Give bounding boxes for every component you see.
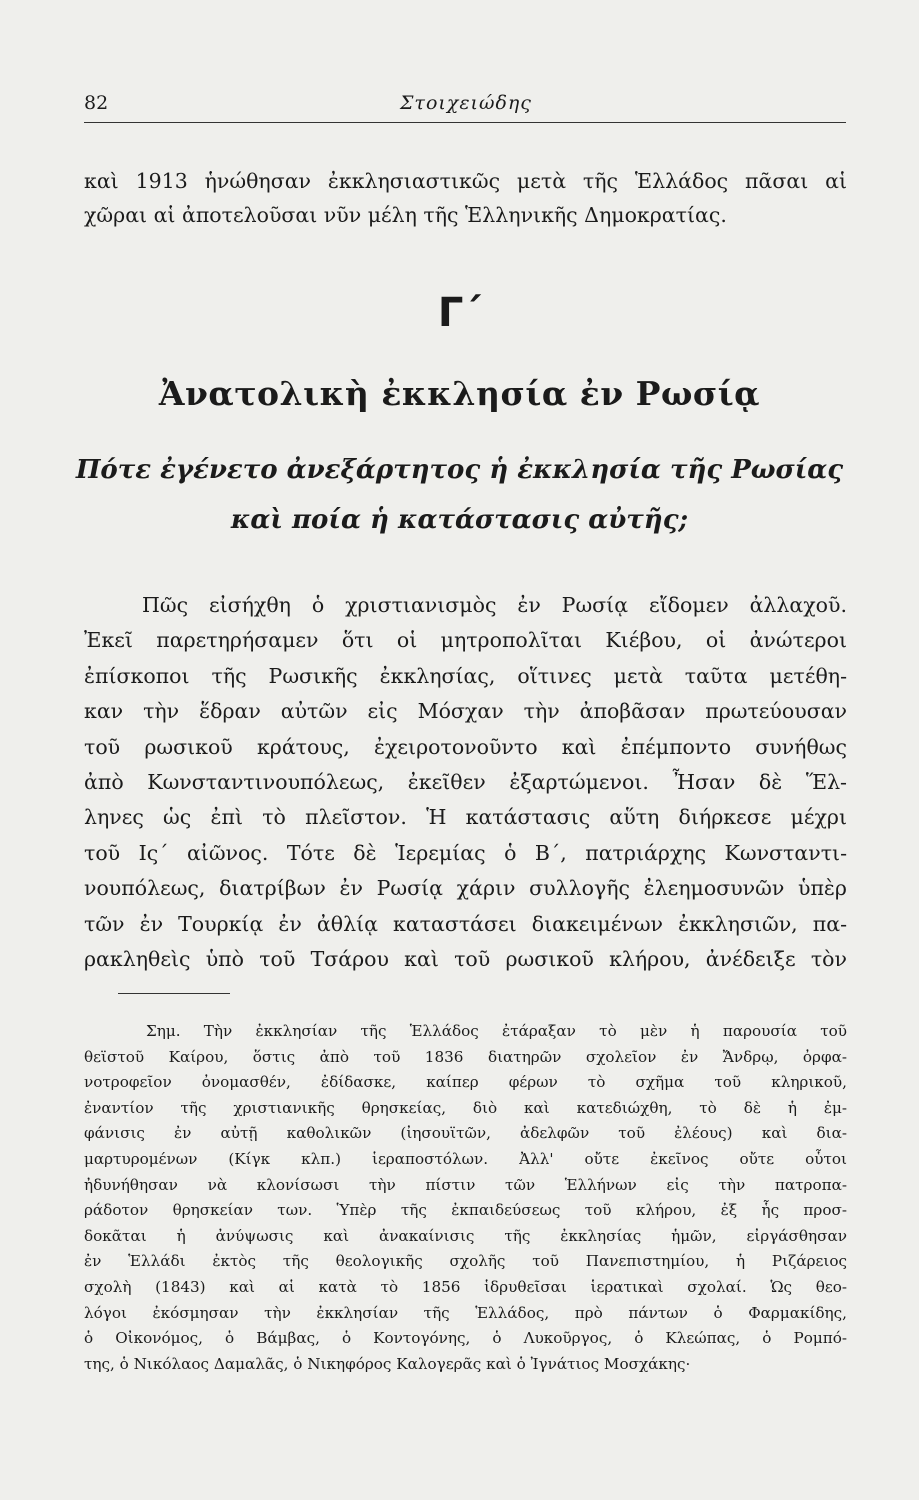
footnote-divider: [118, 993, 230, 994]
running-title: Στοιχειώδης: [400, 92, 532, 114]
footnote-line: ἐν Ἑλλάδι ἐκτὸς τῆς θεολογικῆς σχολῆς τοῦ Πανεπιστημίου, ἡ Ριζάρειος: [84, 1252, 847, 1271]
footnote-line: θεϊστοῦ Καίρου, ὅστις ἀπὸ τοῦ 1836 διατηρῶν σχολεῖον ἐν Ἄνδρῳ, ὀρφα-: [84, 1047, 847, 1066]
main-paragraph: [84, 588, 847, 977]
text-line: νουπόλεως, διατρίβων ἐν Ρωσίᾳ χάριν συλλογῆς ἐλεημοσυνῶν ὑπὲρ: [84, 876, 847, 901]
footnote: [84, 1019, 847, 1377]
text-line: καν τὴν ἕδραν αὐτῶν εἰς Μόσχαν τὴν ἀποβᾶσαν πρωτεύουσαν: [84, 699, 847, 724]
footnote-line: νοτροφεῖον ὀνομασθέν, ἐδίδασκε, καίπερ φέρων τὸ σχῆμα τοῦ κληρικοῦ,: [84, 1073, 847, 1092]
text-line: τοῦ Ις΄ αἰῶνος. Τότε δὲ Ἱερεμίας ὁ Β΄, πατριάρχης Κωνσταντι-: [84, 840, 847, 865]
footnote-line: μαρτυρομένων (Κίγκ κλπ.) ἱεραποστόλων. Ἀλλ' οὔτε ἐκεῖνος οὔτε οὗτοι: [84, 1149, 847, 1168]
text-line: καὶ 1913 ἡνώθησαν ἐκκλησιαστικῶς μετὰ τῆς Ἑλλάδος πᾶσαι αἱ: [84, 169, 847, 193]
section-title: Ἀνατολικὴ ἐκκλησία ἐν Ρωσίᾳ: [158, 374, 761, 413]
text-line: τῶν ἐν Τουρκίᾳ ἐν ἀθλίᾳ καταστάσει διακειμένων ἐκκλησιῶν, πα-: [84, 911, 847, 936]
footnote-line: σχολὴ (1843) καὶ αἱ κατὰ τὸ 1856 ἱδρυθεῖσαι ἱερατικαὶ σχολαί. Ὡς θεο-: [84, 1277, 847, 1296]
text-line: χῶραι αἱ ἀποτελοῦσαι νῦν μέλη τῆς Ἑλληνικῆς Δημοκρατίας.: [84, 203, 727, 227]
footnote-line: λόγοι ἐκόσμησαν τὴν ἐκκλησίαν τῆς Ἑλλάδος, πρὸ πάντων ὁ Φαρμακίδης,: [84, 1303, 847, 1322]
footnote-line: δοκᾶται ἡ ἀνύψωσις καὶ ἀνακαίνισις τῆς ἐκκλησίας ἡμῶν, εἰργάσθησαν: [84, 1226, 847, 1245]
footnote-line: της, ὁ Νικόλαος Δαμαλᾶς, ὁ Νικηφόρος Καλογερᾶς καὶ ὁ Ἰγνάτιος Μοσχάκης·: [84, 1354, 691, 1373]
text-line: ληνες ὡς ἐπὶ τὸ πλεῖστον. Ἡ κατάστασις αὕτη διήρκεσε μέχρι: [84, 805, 847, 830]
footnote-line: Σημ. Τὴν ἐκκλησίαν τῆς Ἑλλάδος ἐτάραξαν τὸ μὲν ἡ παρουσία τοῦ: [146, 1022, 847, 1040]
footnote-line: ἠδυνήθησαν νὰ κλονίσωσι τὴν πίστιν τῶν Ἑλλήνων εἰς τὴν πατροπα-: [84, 1175, 847, 1194]
page-header: [84, 92, 846, 123]
text-line: ρακληθεὶς ὑπὸ τοῦ Τσάρου καὶ τοῦ ρωσικοῦ κλήρου, ἀνέδειξε τὸν: [84, 946, 847, 971]
footnote-line: φάνισις ἐν αὐτῇ καθολικῶν (ἰησουϊτῶν, ἀδελφῶν τοῦ ἐλέους) καὶ δια-: [84, 1124, 847, 1143]
footnote-line: ράδοτον θρησκείαν των. Ὑπὲρ τῆς ἐκπαιδεύσεως τοῦ κλήρου, ἐξ ἧς προσ-: [84, 1201, 847, 1220]
text-line: ἐπίσκοποι τῆς Ρωσικῆς ἐκκλησίας, οἵτινες μετὰ ταῦτα μετέθη-: [84, 663, 847, 688]
continued-paragraph: [84, 164, 847, 232]
section-letter: Γ΄: [437, 290, 482, 336]
text-line: τοῦ ρωσικοῦ κράτους, ἐχειροτονοῦντο καὶ ἐπέμποντο συνήθως: [84, 734, 847, 759]
footnote-line: ἐναντίον τῆς χριστιανικῆς θρησκείας, διὸ καὶ κατεδιώχθη, τὸ δὲ ἡ ἐμ-: [84, 1098, 847, 1117]
question-heading-line-1: Πότε ἐγένετο ἀνεξάρτητος ἡ ἐκκλησία τῆς Ρωσίας: [75, 455, 844, 485]
text-line: ἀπὸ Κωνσταντινουπόλεως, ἐκεῖθεν ἐξαρτώμενοι. Ἦσαν δὲ Ἕλ-: [84, 769, 847, 794]
page-number: 82: [84, 92, 109, 114]
footnote-line: ὁ Οἰκονόμος, ὁ Βάμβας, ὁ Κοντογόνης, ὁ Λυκοῦργος, ὁ Κλεώπας, ὁ Ρομπό-: [84, 1329, 847, 1348]
question-heading-line-2: καὶ ποία ἡ κατάστασις αὐτῆς;: [230, 505, 689, 535]
text-line: Πῶς εἰσήχθη ὁ χριστιανισμὸς ἐν Ρωσίᾳ εἴδομεν ἀλλαχοῦ.: [142, 593, 847, 617]
text-line: Ἐκεῖ παρετηρήσαμεν ὅτι οἱ μητροπολῖται Κιέβου, οἱ ἀνώτεροι: [84, 628, 847, 653]
